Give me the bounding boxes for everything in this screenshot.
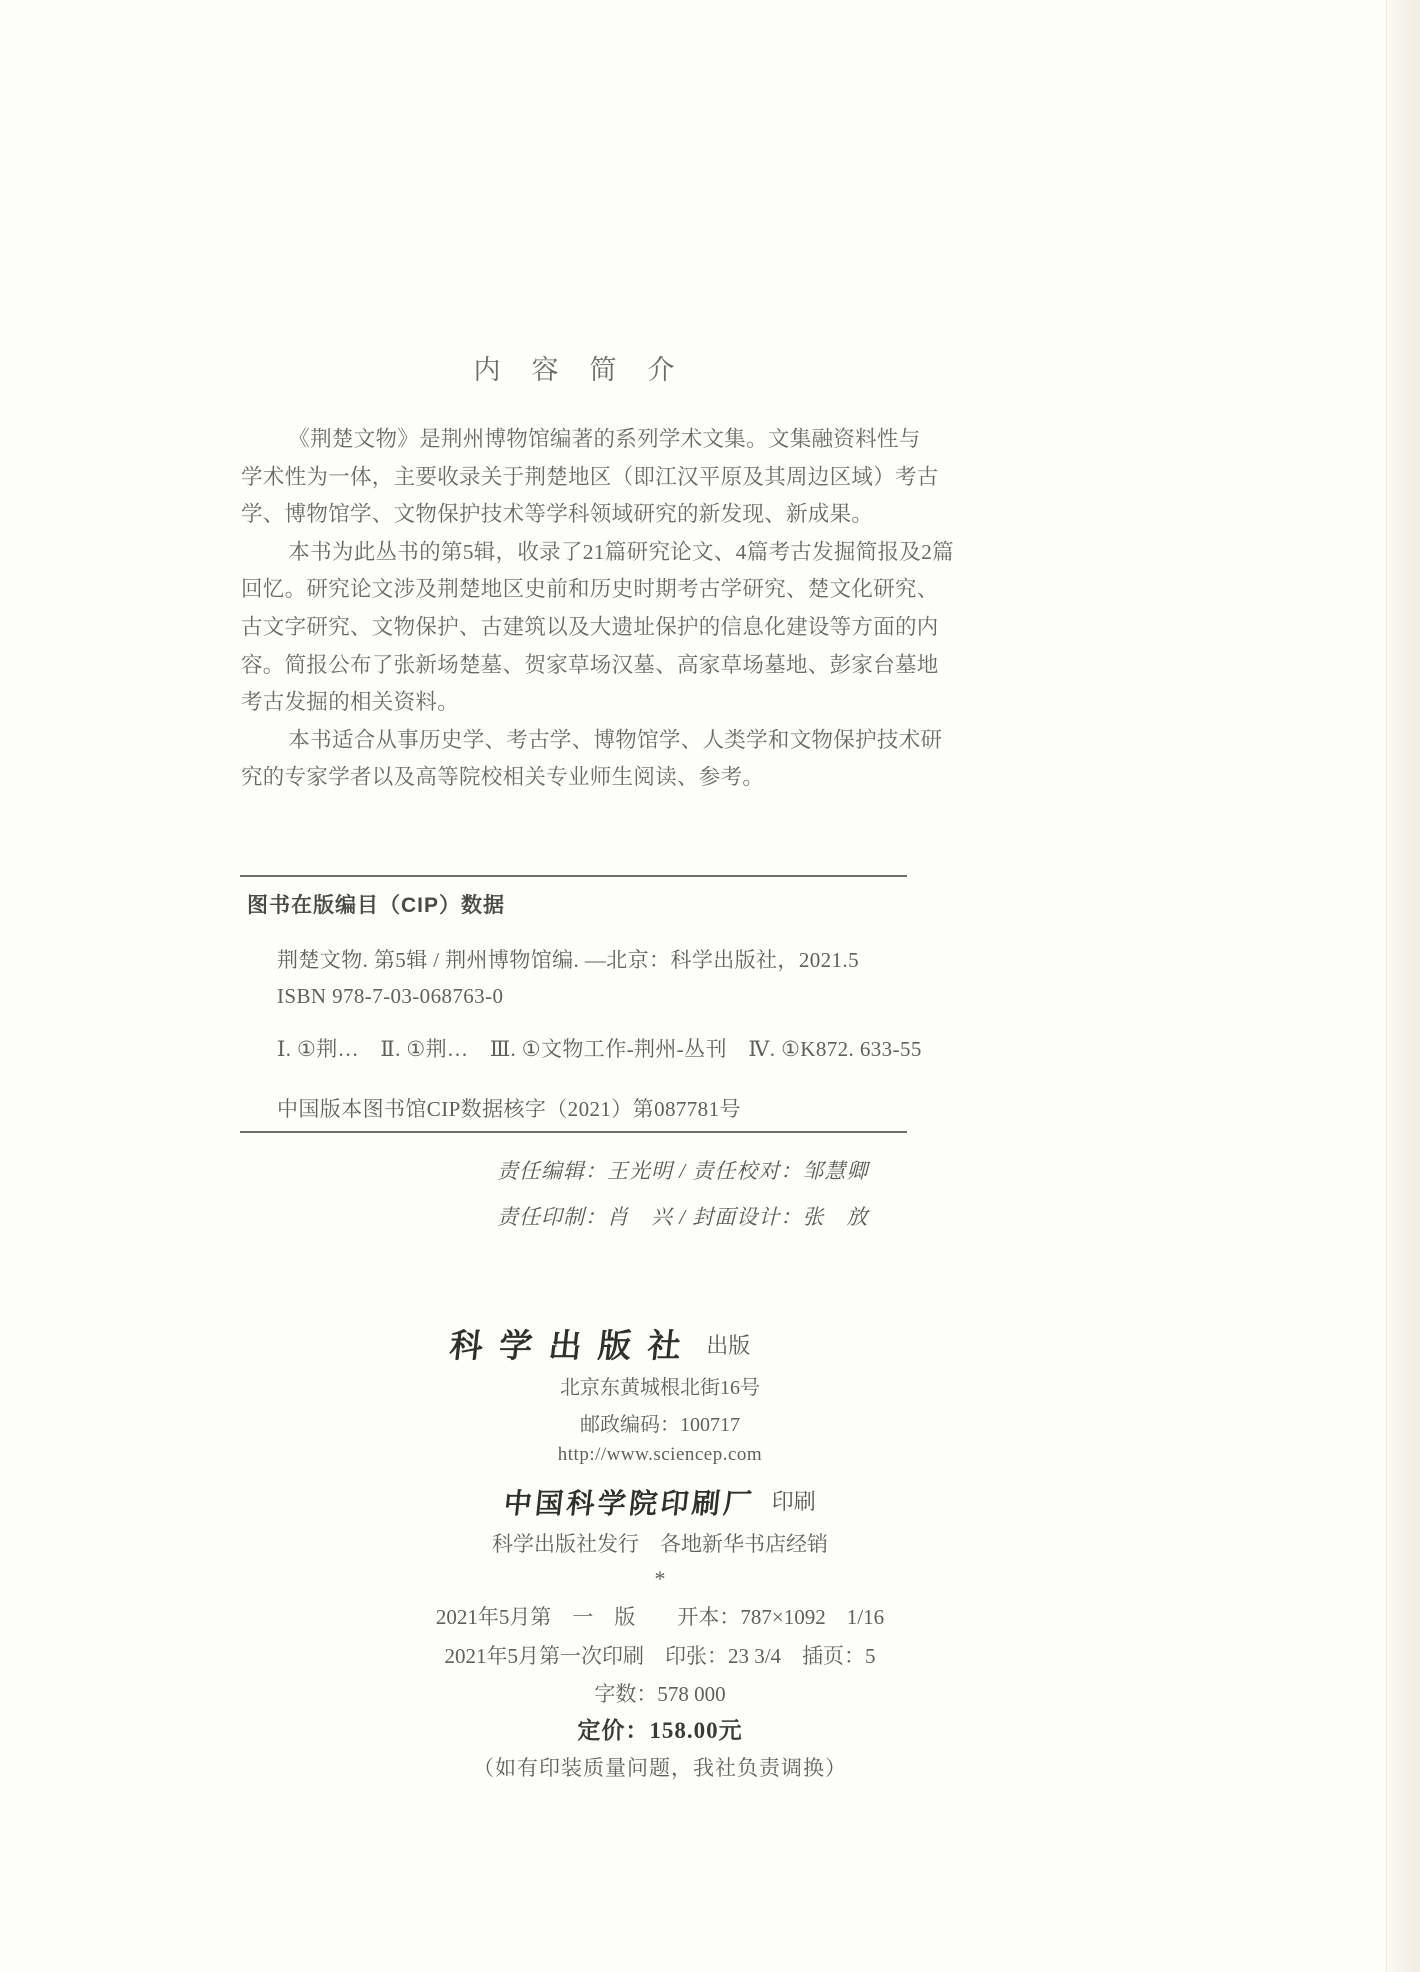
divider-line-bottom <box>240 1131 907 1133</box>
word-count-line: 字数：578 000 <box>594 1682 726 1706</box>
summary-line: 学术性为一体，主要收录关于荆楚地区（即江汉平原及其周边区域）考古 <box>241 464 939 489</box>
separator-asterisk: * <box>654 1566 666 1591</box>
postal-code: 邮政编码：100717 <box>580 1414 740 1436</box>
summary-line: 《荆楚文物》是荆州博物馆编著的系列学术文集。文集融资料性与 <box>288 427 921 451</box>
content-summary-title: 内 容 简 介 <box>473 355 677 385</box>
publisher-logotype: 科学出版社 <box>447 1329 699 1365</box>
cip-classification-line: Ⅰ. ①荆… Ⅱ. ①荆… Ⅲ. ①文物工作-荆州-丛刊 Ⅳ. ①K872. 633-55 <box>277 1037 922 1061</box>
cip-isbn-line: ISBN 978-7-03-068763-0 <box>277 984 504 1008</box>
cip-record-number-line: 中国版本图书馆CIP数据核字（2021）第087781号 <box>277 1097 741 1121</box>
printer-suffix-label: 印刷 <box>771 1489 816 1514</box>
printer-logotype: 中国科学院印刷厂 <box>502 1489 757 1520</box>
publisher-line <box>250 1320 950 1367</box>
page-edge-shadow <box>1386 0 1420 1972</box>
quality-note-line: （如有印装质量问题，我社负责调换） <box>473 1756 847 1780</box>
staff-credits-design: 责任印制：肖 兴 / 封面设计：张 放 <box>497 1205 869 1229</box>
staff-credits-editors: 责任编辑：王光明 / 责任校对：邹慧卿 <box>497 1159 869 1183</box>
publisher-address: 北京东黄城根北街16号 <box>560 1377 760 1399</box>
edition-format-line: 2021年5月第 一 版 开本：787×1092 1/16 <box>435 1605 885 1629</box>
publisher-suffix-label: 出版 <box>706 1333 751 1358</box>
printer-line <box>310 1482 1010 1522</box>
content-summary <box>241 421 954 797</box>
summary-line: 容。简报公布了张新场楚墓、贺家草场汉墓、高家草场墓地、彭家台墓地 <box>241 652 939 677</box>
price-line: 定价：158.00元 <box>577 1718 743 1743</box>
summary-line: 究的专家学者以及高等院校相关专业师生阅读、参考。 <box>241 765 765 790</box>
summary-line: 本书适合从事历史学、考古学、博物馆学、人类学和文物保护技术研 <box>288 727 943 752</box>
cip-heading: 图书在版编目（CIP）数据 <box>247 894 506 917</box>
summary-line: 古文字研究、文物保护、古建筑以及大遗址保护的信息化建设等方面的内 <box>241 614 939 639</box>
summary-line: 本书为此丛书的第5辑，收录了21篇研究论文、4篇考古发掘简报及2篇 <box>288 539 954 564</box>
printing-run-line: 2021年5月第一次印刷 印张：23 3/4 插页：5 <box>444 1644 876 1668</box>
distribution-line: 科学出版社发行 各地新华书店经销 <box>492 1532 828 1556</box>
summary-line: 回忆。研究论文涉及荆楚地区史前和历史时期考古学研究、楚文化研究、 <box>241 577 939 602</box>
publisher-url: http://www.sciencep.com <box>557 1444 763 1465</box>
summary-line: 考古发掘的相关资料。 <box>241 690 460 715</box>
cip-title-line: 荆楚文物. 第5辑 / 荆州博物馆编. —北京：科学出版社，2021.5 <box>277 948 859 972</box>
summary-line: 学、博物馆学、文物保护技术等学科领域研究的新发现、新成果。 <box>241 502 874 527</box>
divider-line-top <box>240 875 907 877</box>
